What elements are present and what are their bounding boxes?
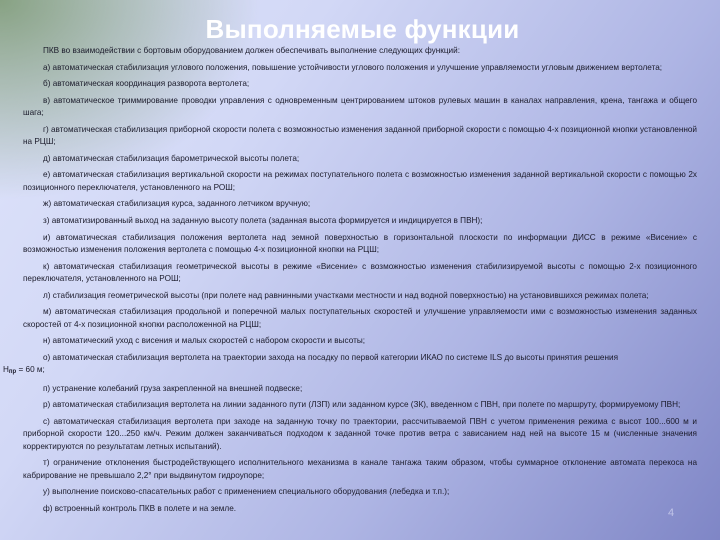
decision-height-subscript: пр [8,369,17,376]
list-item: ж) автоматическая стабилизация курса, заданного летчиком вручную; [43,199,311,209]
list-item: б) автоматическая координация разворота вертолета; [43,79,250,89]
list-item: м) автоматическая стабилизация продольной и поперечной малых поступательных скоростей и улучшение управляемости ими с возможностью изменения заданных скоростей от 4-х позиционной кнопки расположенной на РЦШ; [23,307,697,329]
list-item: е) автоматическая стабилизация вертикальной скорости на режимах поступательного полета с возможностью изменения заданной вертикальной скорости с помощью 2х позиционного переключателя, установленного на РОШ; [23,170,697,192]
list-item: д) автоматическая стабилизация барометрической высоты полета; [43,153,300,163]
page-number: 4 [668,507,675,519]
list-item: к) автоматическая стабилизация геометрической высоты в режиме «Висение» с возможностью изменения стабилизируемой высоты с помощью 2-х позиционного переключателя, установленного на РОШ; [23,261,697,283]
list-item: у) выполнение поисково-спасательных работ с применением специального оборудования (лебедка и т.п.); [43,487,450,497]
functions-list [3,45,697,520]
list-item-text: о) автоматическая стабилизация вертолета на траектории захода на посадку по первой категории ИКАО по системе ILS до высоты принятия решения [43,352,619,362]
list-item: а) автоматическая стабилизация углового положения, повышение устойчивости углового положения и улучшение управляемости угловым движением вертолета; [43,62,663,72]
list-item: и) автоматическая стабилизация положения вертолета над земной поверхностью в горизонтальной плоскости по информации ДИСС в режиме «Висение» с возможностью изменения положения вертолета с помощью 4-х позиционной кнопки на РЦШ; [23,232,697,254]
list-item: с) автоматическая стабилизация вертолета при заходе на заданную точку по траектории, рассчитываемой ПВН с учетом применения режима с высот 100...600 м и приборной скорости 120...250 км/ч. Режим должен заканчиваться подходом к заданной точке против ветра с зависанием над ней на высоте 15 м (численные значения корректируются по результатам летных испытаний). [23,416,697,451]
list-item: т) ограничение отклонения быстродействующего исполнительного механизма в канале тангажа таким образом, чтобы суммарное отклонение автомата перекоса на кабрирование не превышало 2,2° при выдвинутом гидроупоре; [23,458,697,480]
decision-height-symbol: H [3,365,9,375]
list-item: в) автоматическое триммирование проводки управления с одновременным центрированием штоков рулевых машин в каналах направления, крена, тангажа и общего шага; [23,95,697,118]
list-item: п) устранение колебаний груза закрепленной на внешней подвеске; [43,383,303,393]
list-item: з) автоматизированный выход на заданную высоту полета (заданная высота формируется и индицируется в ПВН); [43,215,483,225]
list-item: г) автоматическая стабилизация приборной скорости полета с возможностью изменения заданной приборной скорости с помощью 4-х позиционной кнопки установленной на РЦШ; [23,124,697,147]
list-item [3,352,697,379]
intro-paragraph: ПКВ во взаимодействии с бортовым оборудованием должен обеспечивать выполнение следующих функций: [43,46,460,55]
list-item: ф) встроенный контроль ПКВ в полете и на земле. [43,503,237,513]
decision-height-value: = 60 м; [16,365,45,375]
list-item: р) автоматическая стабилизация вертолета на линии заданного пути (ЛЗП) или заданном курсе (ЗК), введенном с ПВН, при полете по маршруту, формируемому ПВН; [43,400,681,410]
list-item: н) автоматический уход с висения и малых скоростей с набором скорости и высоты; [43,336,365,346]
slide-title: Выполняемые функции [205,14,520,44]
list-item: л) стабилизация геометрической высоты (при полете над равнинными участками местности и над водной поверхностью) на установившихся режимах полета; [43,290,649,300]
